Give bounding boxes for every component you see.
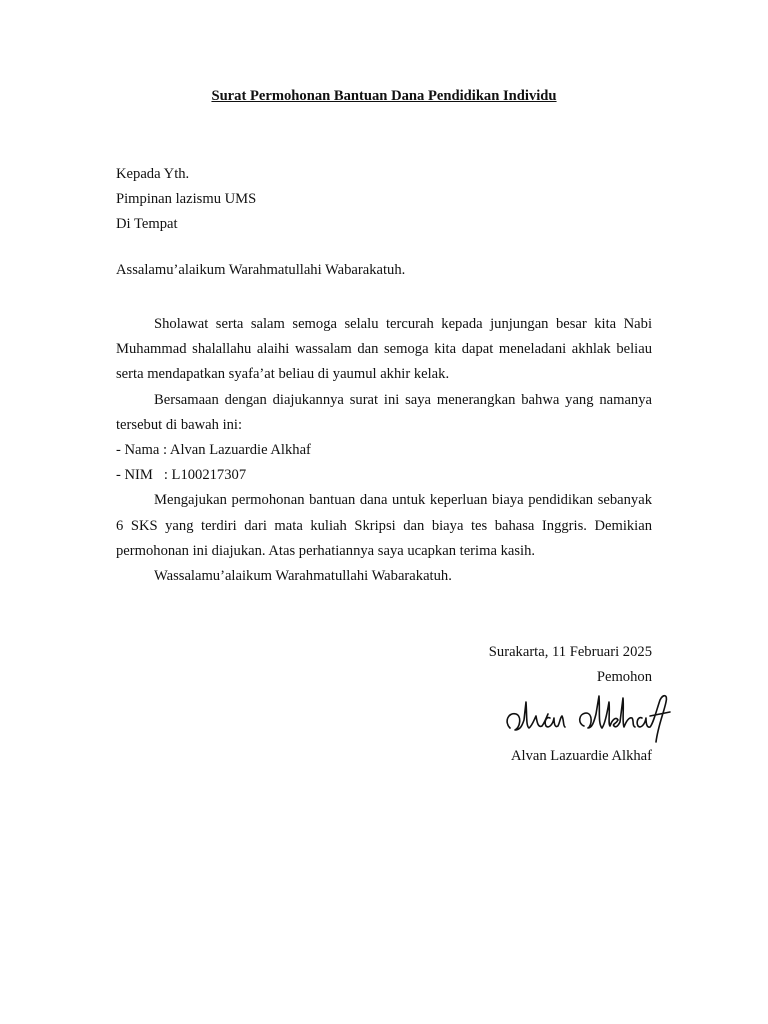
addressee-line: Pimpinan lazismu UMS <box>116 191 257 207</box>
letter-title: Surat Permohonan Bantuan Dana Pendidikan Individu <box>211 88 557 104</box>
addressee-line: Di Tempat <box>116 216 178 232</box>
place-date: Surakarta, 11 Februari 2025 <box>488 644 652 660</box>
body-paragraph: Bersamaan dengan diajukannya surat ini saya menerangkan bahwa yang namanya tersebut di bawah ini: <box>116 391 652 433</box>
opening-greeting: Assalamu’alaikum Warahmatullahi Wabarakatuh. <box>116 262 406 278</box>
handwritten-signature <box>498 686 678 746</box>
identity-name-line: - Nama : Alvan Lazuardie Alkhaf <box>116 442 311 459</box>
addressee-block <box>116 162 256 237</box>
letter-body <box>116 312 652 589</box>
signer-role: Pemohon <box>596 669 652 685</box>
addressee-line: Kepada Yth. <box>116 166 190 182</box>
closing-greeting: Wassalamu’alaikum Warahmatullahi Wabarakatuh. <box>154 568 452 585</box>
signer-name: Alvan Lazuardie Alkhaf <box>510 748 652 764</box>
body-paragraph: Mengajukan permohonan bantuan dana untuk keperluan biaya pendidikan sebanyak 6 SKS yang terdiri dari mata kuliah Skripsi dan biaya tes bahasa Inggris. Demikian permohonan ini diajukan. Atas perhatiannya saya ucapkan terima kasih. <box>116 492 652 559</box>
body-paragraph: Sholawat serta salam semoga selalu tercurah kepada junjungan besar kita Nabi Muhammad shalallahu alaihi wassalam dan semoga kita dapat meneladani akhlak beliau serta mendapatkan syafa’at beliau di yaumul akhir kelak. <box>116 316 652 383</box>
signature-header <box>489 640 652 690</box>
identity-nim-line: - NIM : L100217307 <box>116 467 247 484</box>
